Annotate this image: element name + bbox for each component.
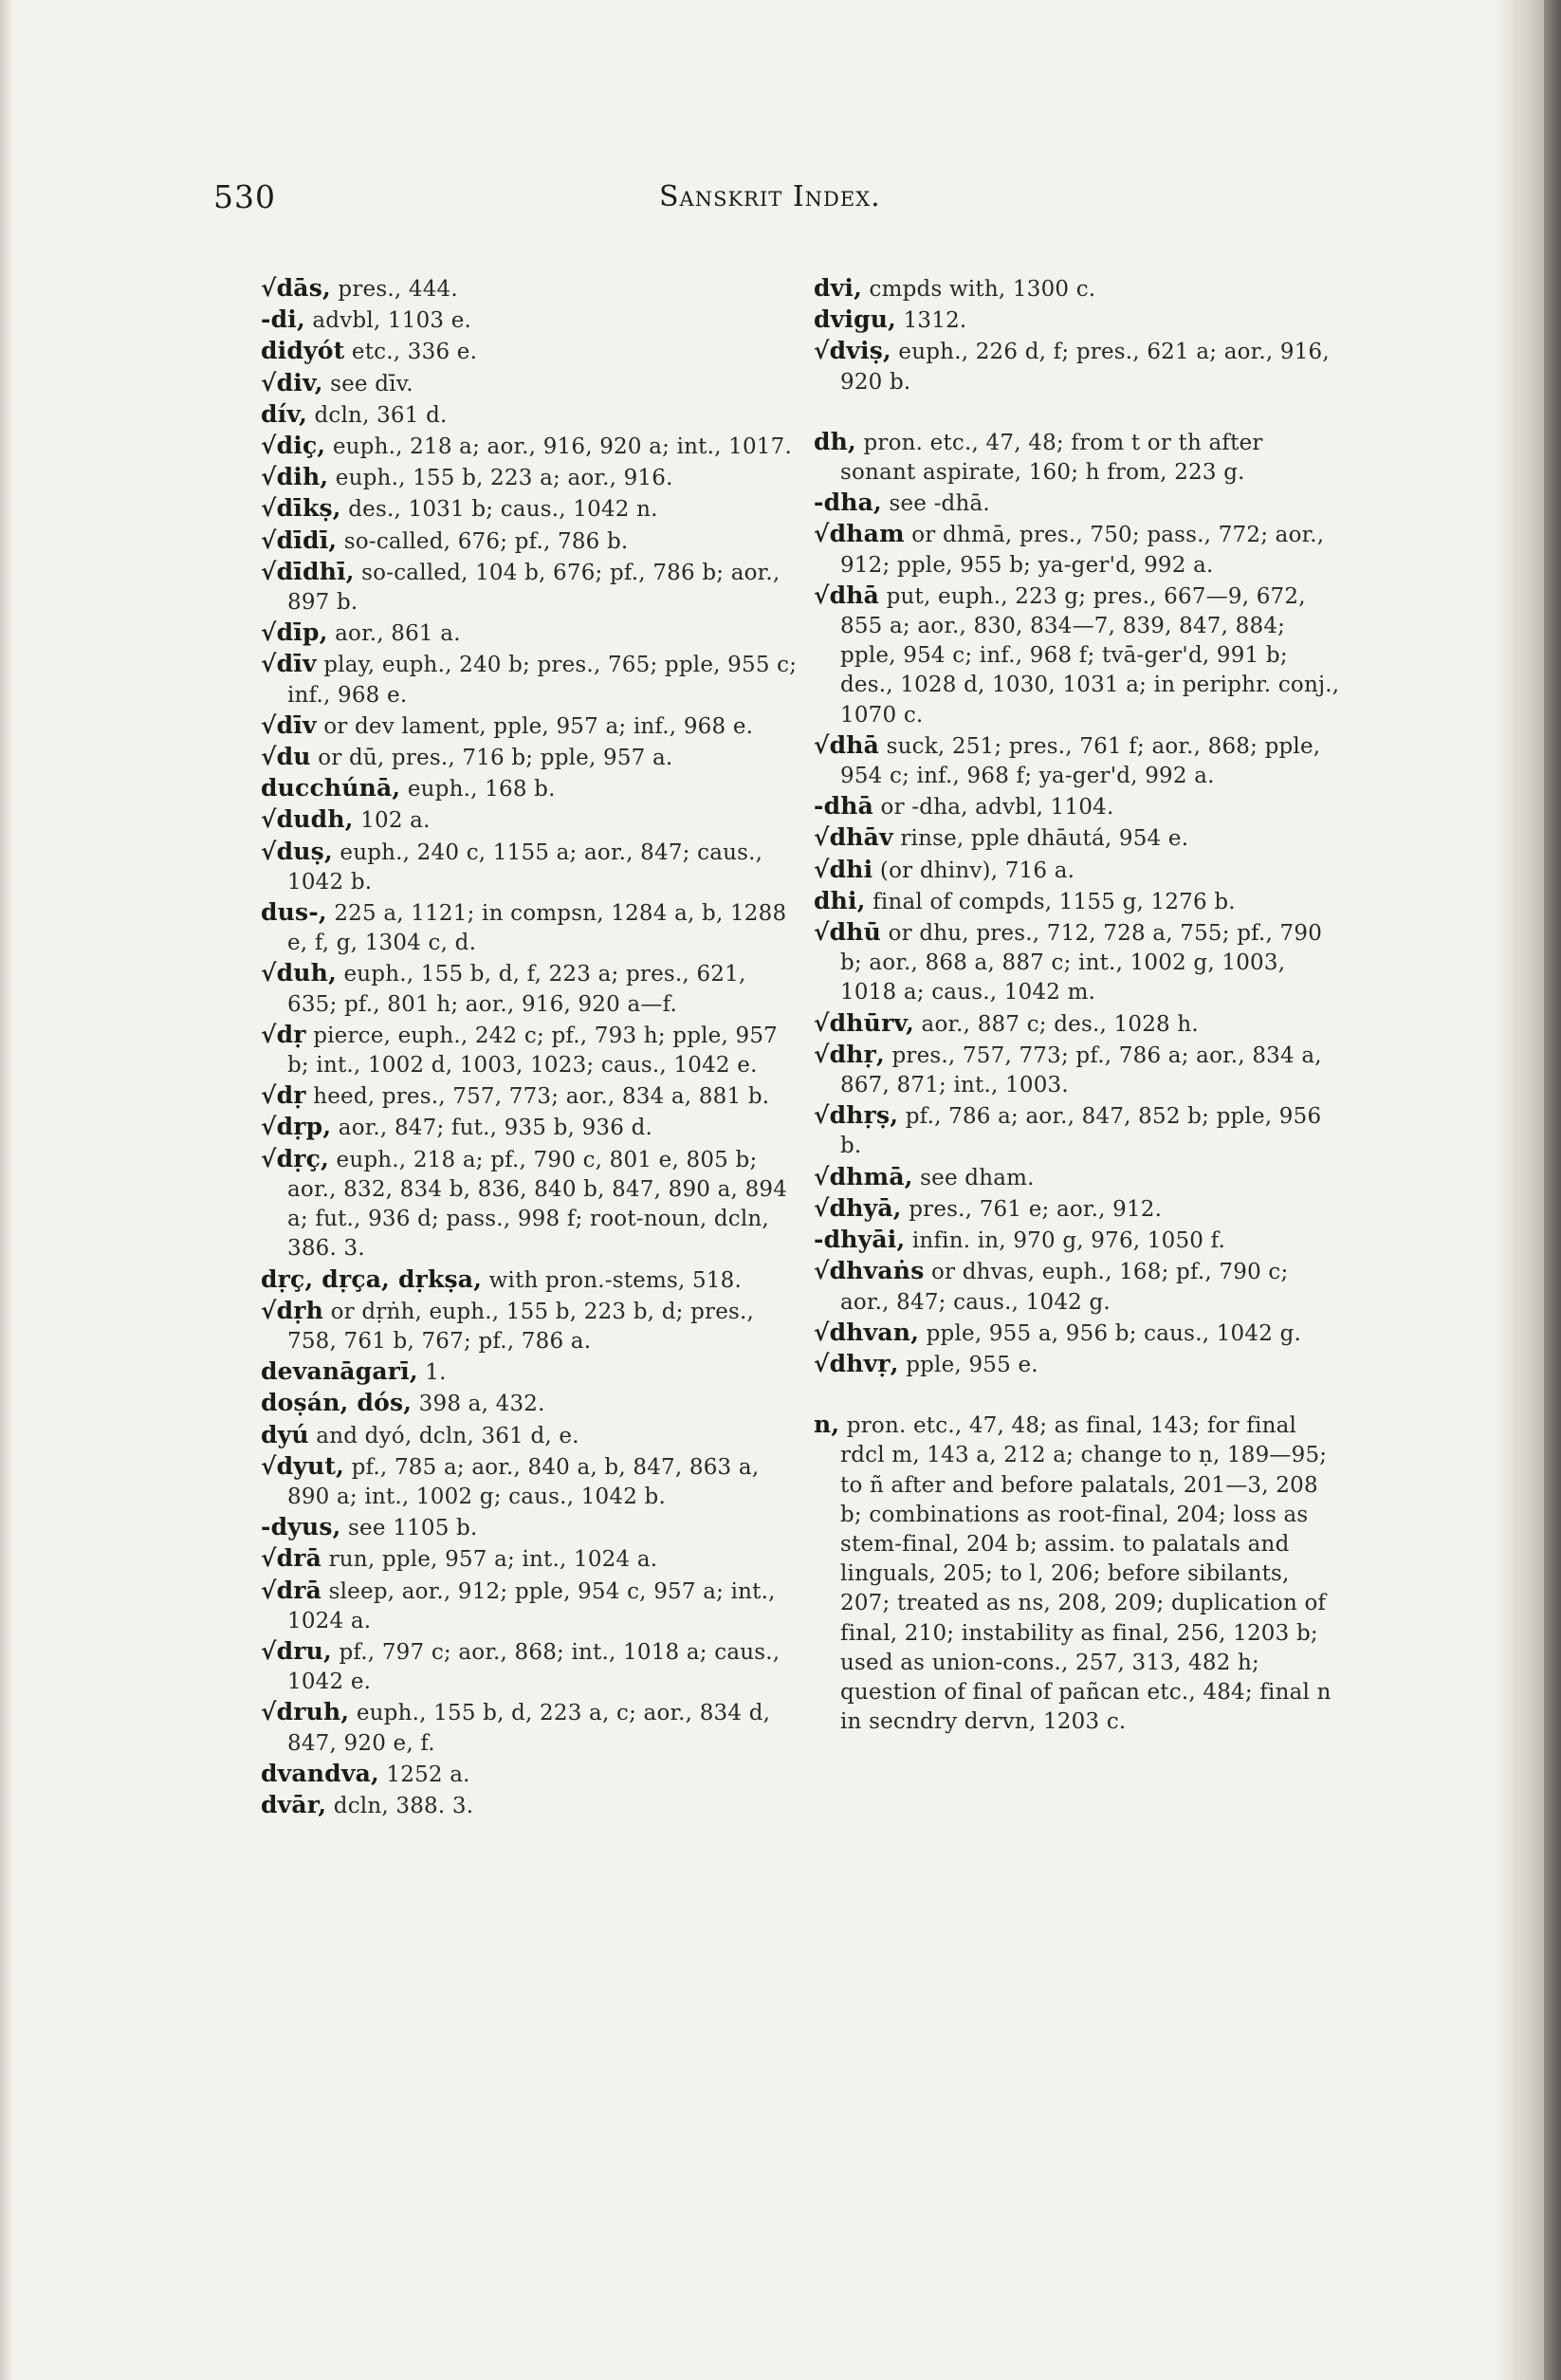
headword: √du (261, 743, 311, 771)
headword: √dhṛṣ, (814, 1101, 899, 1130)
index-entry (261, 557, 801, 618)
entry-references: pf., 785 a; aor., 840 a, b, 847, 863 a, 890 a; int., 1002 g; caus., 1042 b. (287, 1454, 760, 1509)
entry-references: pf., 797 c; aor., 868; int., 1018 a; caus., 1042 e. (287, 1639, 780, 1695)
index-entry (261, 1512, 801, 1543)
entry-references: pierce, euph., 242 c; pf., 793 h; pple, 957 b; int., 1002 d, 1003, 1023; caus., 1042 e. (287, 1023, 779, 1079)
page-number: 530 (213, 178, 276, 215)
headword: √drā (261, 1544, 322, 1573)
index-entry (261, 773, 801, 804)
entry-references: dcln, 388. 3. (326, 1793, 474, 1818)
index-entry (814, 1040, 1341, 1100)
index-entry (261, 1697, 801, 1758)
entry-references: see dham. (912, 1165, 1035, 1190)
entry-references: cmpds with, 1300 c. (862, 277, 1096, 302)
entry-references: des., 1031 b; caus., 1042 n. (340, 497, 658, 523)
index-entry (814, 488, 1341, 519)
index-entry (261, 618, 801, 649)
headword: √dyut, (261, 1451, 345, 1480)
index-entry (261, 1759, 801, 1790)
entry-references: aor., 861 a. (327, 621, 461, 647)
headword: √duh, (261, 959, 337, 987)
index-entry (814, 1410, 1341, 1737)
index-entry (261, 493, 801, 525)
headword: √dīkṣ, (261, 494, 341, 523)
entry-references: pres., 761 e; aor., 912. (901, 1196, 1163, 1222)
entry-references: 398 a, 432. (412, 1392, 545, 1417)
entry-references: see 1105 b. (340, 1516, 478, 1541)
right-column (814, 273, 1341, 1737)
entry-references: sleep, aor., 912; pple, 954 c, 957 a; int., 1024 a. (287, 1578, 776, 1633)
headword: √dṛç, (261, 1144, 330, 1172)
index-entry (261, 462, 801, 493)
headword: √dṛh (261, 1296, 324, 1324)
entry-references: rinse, pple dhāutá, 954 e. (892, 826, 1189, 852)
index-entry (814, 304, 1341, 336)
headword: √duṣ, (261, 837, 333, 865)
entry-references: so-called, 676; pf., 786 b. (337, 528, 629, 554)
headword: √dīv (261, 710, 317, 739)
index-entry (814, 1100, 1341, 1161)
index-entry (814, 791, 1341, 822)
index-entry (261, 742, 801, 773)
entry-references: pple, 955 a, 956 b; caus., 1042 g. (919, 1320, 1302, 1346)
entry-references: advbl, 1103 e. (304, 308, 472, 334)
index-entry (261, 837, 801, 897)
index-entry (261, 304, 801, 336)
entry-references: pres., 444. (330, 277, 458, 302)
entry-references: etc., 336 e. (344, 340, 478, 365)
entry-references: pres., 757, 773; pf., 786 a; aor., 834 a, 867, 871; int., 1003. (840, 1042, 1322, 1098)
headword: -dyus, (261, 1513, 341, 1541)
index-entry (814, 1318, 1341, 1349)
index-entry (261, 804, 801, 836)
group-gap (814, 1380, 1341, 1410)
headword: dus-, (261, 898, 327, 927)
entry-references: put, euph., 223 g; pres., 667—9, 672, 855 a; aor., 830, 834—7, 839, 847, 884; pple, 954 c; inf., 968 f; tvā-ger'd, 991 b; des., 1028 d, 1030, 1031 a; in periphr. conj., 1070 c. (840, 583, 1340, 728)
left-column (261, 273, 801, 1821)
headword: √dhvṛ, (814, 1349, 899, 1377)
headword: -dhyāi, (814, 1226, 906, 1254)
entry-references: pron. etc., 47, 48; from t or th after sonant aspirate, 160; h from, 223 g. (840, 430, 1263, 486)
headword: √dṛ (261, 1081, 306, 1110)
entry-references: euph., 155 b, d, 223 a, c; aor., 834 d, 847, 920 e, f. (287, 1701, 771, 1756)
index-entry (261, 649, 801, 710)
entry-references: and dyó, dcln, 361 d, e. (308, 1423, 579, 1448)
index-entry (261, 1790, 801, 1821)
headword: dyú (261, 1420, 309, 1448)
headword: √dhāv (814, 823, 893, 852)
headword: √drā (261, 1576, 322, 1604)
entry-references: 225 a, 1121; in compsn, 1284 a, b, 1288 e, f, g, 1304 c, d. (287, 901, 787, 956)
index-entry (814, 519, 1341, 580)
entry-references: or dhu, pres., 712, 728 a, 755; pf., 790 b; aor., 868 a, 887 c; int., 1002 g, 1003, 1018 a; caus., 1042 m. (840, 921, 1323, 1006)
headword: √dudh, (261, 805, 354, 834)
page-edge-left (0, 0, 13, 2380)
entry-references: euph., 155 b, 223 a; aor., 916. (328, 466, 673, 491)
headword: dh, (814, 427, 856, 455)
entry-references: euph., 218 a; pf., 790 c, 801 e, 805 b; aor., 832, 834 b, 836, 840 b, 847, 890 a, 894 a; fut., 936 d; pass., 998 f; root-noun, dcln, 386. 3. (287, 1147, 788, 1262)
headword: -dhā (814, 792, 874, 821)
headword: √dhi (814, 855, 873, 883)
index-entry (261, 1636, 801, 1697)
entry-references: or dṛṅh, euph., 155 b, 223 b, d; pres., 758, 761 b, 767; pf., 786 a. (287, 1299, 755, 1354)
entry-references: or dū, pres., 716 b; pple, 957 a. (310, 746, 673, 771)
index-entry (261, 1420, 801, 1451)
index-entry (814, 1256, 1341, 1317)
headword: √dviṣ, (814, 337, 891, 365)
headword: dṛç, dṛça, dṛkṣa, (261, 1264, 483, 1293)
entry-references: pron. etc., 47, 48; as final, 143; for final rdcl m, 143 a, 212 a; change to ṇ, 189—95; to ñ after and before palatals, 201—3, 208 b; combinations as root-final, 204; loss as stem-final, 204 b; assim. to palatals and linguals, 205; to l, 206; before sibilants, 207; treated as ns, 208, 209; duplication of final, 210; instability as final, 256, 1203 b; used as union-cons., 257, 313, 482 h; question of final of pañcan etc., 484; final n in secndry dervn, 1203 c. (839, 1413, 1331, 1735)
entry-references: 1312. (896, 308, 967, 334)
headword: -di, (261, 305, 305, 334)
index-entry (261, 526, 801, 557)
headword: ducchúnā, (261, 774, 401, 803)
right-group-n (814, 1410, 1341, 1737)
index-entry (814, 1162, 1341, 1193)
headword: √dih, (261, 463, 329, 491)
index-entry (814, 855, 1341, 886)
index-entry (261, 399, 801, 431)
index-entry (261, 1356, 801, 1388)
headword: didyót (261, 337, 345, 365)
index-entry (814, 886, 1341, 917)
entry-references: pple, 955 e. (898, 1352, 1038, 1377)
headword: √dru, (261, 1636, 332, 1665)
headword: dvār, (261, 1790, 327, 1818)
index-entry (261, 336, 801, 367)
headword: dvandva, (261, 1759, 379, 1787)
group-gap (814, 397, 1341, 427)
headword: √dhā (814, 581, 880, 609)
entry-references: final of compds, 1155 g, 1276 b. (865, 889, 1236, 914)
index-entry (814, 1193, 1341, 1225)
headword: dív, (261, 399, 307, 428)
index-entry (261, 1451, 801, 1512)
running-title: Sanskrit Index. (659, 180, 881, 213)
entry-references: see -dhā. (881, 491, 990, 517)
headword: √dīp, (261, 618, 328, 647)
entry-references: infin. in, 970 g, 976, 1050 f. (905, 1228, 1226, 1254)
index-entry (261, 1080, 801, 1112)
index-entry (814, 273, 1341, 304)
index-entry (261, 368, 801, 399)
headword: √dīv (261, 650, 317, 678)
index-entry (261, 958, 801, 1019)
index-entry (261, 1020, 801, 1080)
entry-references: or dev lament, pple, 957 a; inf., 968 e. (316, 713, 754, 739)
index-entry (814, 730, 1341, 791)
headword: dvigu, (814, 305, 897, 334)
index-entry (261, 1112, 801, 1143)
right-group-dh (814, 427, 1341, 1380)
index-entry (261, 1144, 801, 1264)
headword: √dhū (814, 918, 882, 947)
headword: n, (814, 1411, 840, 1439)
entry-references: pf., 786 a; aor., 847, 852 b; pple, 956 b. (840, 1104, 1322, 1159)
headword: √dās, (261, 274, 331, 302)
entry-references: dcln, 361 d. (306, 402, 448, 428)
entry-references: euph., 155 b, d, f, 223 a; pres., 621, 635; pf., 801 h; aor., 916, 920 a—f. (287, 962, 746, 1017)
index-entry (814, 427, 1341, 488)
headword: √diç, (261, 432, 326, 460)
index-entry (261, 1543, 801, 1575)
entry-references: aor., 887 c; des., 1028 h. (914, 1011, 1199, 1037)
index-entry (814, 822, 1341, 854)
headword: √dham (814, 520, 905, 548)
entry-references: euph., 240 c, 1155 a; aor., 847; caus., 1042 b. (287, 839, 763, 895)
index-entry (261, 431, 801, 462)
entry-references: or -dha, advbl, 1104. (873, 795, 1114, 821)
entry-references: heed, pres., 757, 773; aor., 834 a, 881 b. (305, 1084, 770, 1110)
index-entry (261, 1576, 801, 1636)
headword: √dṛ (261, 1020, 306, 1048)
headword: √dhyā, (814, 1193, 902, 1222)
index-entry (261, 1264, 801, 1296)
headword: √dīdī, (261, 526, 338, 554)
entry-references: play, euph., 240 b; pres., 765; pple, 955 c; inf., 968 e. (287, 653, 798, 708)
entry-references: or dhmā, pres., 750; pass., 772; aor., 912; pple, 955 b; ya-ger'd, 992 a. (840, 523, 1325, 578)
index-entry (814, 581, 1341, 730)
right-group-d (814, 273, 1341, 397)
entry-references: so-called, 104 b, 676; pf., 786 b; aor., 897 b. (287, 560, 780, 616)
index-entry (814, 1008, 1341, 1040)
entry-references: with pron.-stems, 518. (482, 1267, 743, 1293)
entry-references: 1252 a. (378, 1762, 470, 1787)
headword: √druh, (261, 1698, 350, 1726)
headword: √dhvaṅs (814, 1257, 925, 1285)
headword: √dhā (814, 730, 880, 759)
headword: doṣán, dós, (261, 1389, 413, 1417)
entry-references: 102 a. (353, 808, 431, 834)
entry-references: 1. (417, 1360, 447, 1386)
index-entry (261, 1296, 801, 1356)
headword: -dha, (814, 489, 882, 517)
index-entry (814, 336, 1341, 397)
index-entry (814, 1225, 1341, 1256)
entry-references: euph., 168 b. (400, 777, 556, 803)
entry-references: aor., 847; fut., 935 b, 936 d. (331, 1116, 653, 1141)
page-header (213, 178, 1332, 226)
headword: devanāgarī, (261, 1357, 418, 1386)
headword: dhi, (814, 886, 866, 914)
headword: √dhvan, (814, 1318, 920, 1346)
index-entry (261, 1388, 801, 1419)
entry-references: run, pple, 957 a; int., 1024 a. (321, 1547, 658, 1573)
headword: √dīdhī, (261, 557, 355, 585)
headword: √dṛp, (261, 1113, 332, 1141)
index-entry (261, 273, 801, 304)
entry-references: (or dhinv), 716 a. (872, 858, 1075, 883)
entry-references: or dhvas, euph., 168; pf., 790 c; aor., 847; caus., 1042 g. (840, 1260, 1289, 1315)
index-entry (261, 710, 801, 742)
headword: √div, (261, 368, 323, 397)
headword: √dhmā, (814, 1162, 913, 1190)
index-entry (814, 1349, 1341, 1380)
index-entry (261, 897, 801, 958)
page-shadow-right (1544, 0, 1561, 2380)
headword: √dhṛ, (814, 1040, 885, 1068)
entry-references: euph., 218 a; aor., 916, 920 a; int., 1017. (325, 434, 792, 460)
headword: dvi, (814, 274, 863, 302)
entry-references: suck, 251; pres., 761 f; aor., 868; pple, 954 c; inf., 968 f; ya-ger'd, 992 a. (840, 733, 1321, 789)
index-entry (814, 917, 1341, 1008)
entry-references: see dīv. (322, 371, 413, 397)
entry-references: euph., 226 d, f; pres., 621 a; aor., 916, 920 b. (840, 340, 1330, 395)
headword: √dhūrv, (814, 1008, 915, 1037)
